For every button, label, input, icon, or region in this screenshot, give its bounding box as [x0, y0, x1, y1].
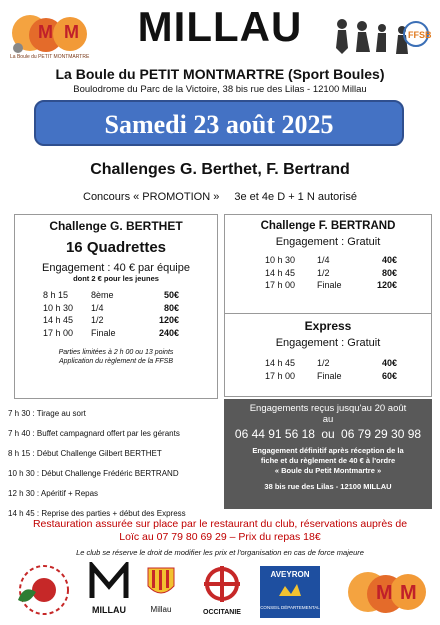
- bertrand-fee: Engagement : Gratuit: [275, 236, 381, 248]
- registration-au: au: [322, 414, 334, 425]
- day-timeline: [8, 404, 218, 524]
- svg-text:M: M: [400, 582, 417, 604]
- list-item: 14 h 45 : Reprise des parties + début des Express: [8, 509, 186, 518]
- bertrand-schedule: [261, 254, 401, 292]
- teams-count: 16 Quadrettes: [65, 239, 167, 256]
- table-row: 17 h 00 Finale 120€: [265, 280, 397, 290]
- club-logo-bottom-right: [338, 562, 434, 618]
- table-row: 10 h 30 1/4 40€: [265, 255, 397, 265]
- table-row: 17 h 00 Finale 240€: [43, 327, 179, 338]
- table-row: 17 h 00 Finale 60€: [265, 370, 397, 381]
- venue-address: Boulodrome du Parc de la Victoire, 38 bis rue des Lilas - 12100 Millau: [73, 84, 367, 95]
- svg-text:M: M: [64, 22, 79, 42]
- table-row: 8 h 15 8ème 50€: [43, 290, 179, 300]
- challenges-heading: Challenges G. Berthet, F. Bertrand: [90, 161, 350, 178]
- registration-phones: 06 44 91 56 18 ou 06 79 29 30 98: [234, 427, 422, 441]
- express-title: Express: [304, 319, 352, 333]
- contest-type: Concours « PROMOTION »: [83, 191, 220, 203]
- express-box: [224, 313, 432, 397]
- table-row: 14 h 45 1/2 80€: [265, 267, 397, 278]
- phone-number-1[interactable]: 06 44 91 56 18: [234, 427, 315, 441]
- phone-number-2[interactable]: 06 79 29 30 98: [341, 427, 422, 441]
- registration-deadline: Engagements reçus jusqu'au 20 août: [249, 403, 407, 414]
- berthet-note-limit: Parties limitées à 2 h 00 ou 13 points: [58, 349, 174, 356]
- contest-rule: 3e et 4e D + 1 N autorisé: [234, 191, 357, 203]
- registration-final-3: « Boule du Petit Montmartre »: [274, 466, 382, 475]
- list-item: 7 h 40 : Buffet campagnard offert par les gérants: [8, 429, 180, 438]
- occitanie-logo: OCCITANIE: [196, 564, 248, 620]
- club-name: La Boule du PETIT MONTMARTRE (Sport Boules): [55, 66, 385, 82]
- aveyron-logo: AVEYRON CONSEIL DÉPARTEMENTAL: [260, 566, 320, 618]
- page-title: MILLAU: [137, 3, 303, 50]
- disclaimer: Le club se réserve le droit de modifier les prix et l'organisation en cas de force majeure: [76, 548, 364, 557]
- list-item: 10 h 30 : Début Challenge Frédéric BERTRAND: [8, 469, 179, 478]
- berthet-fee: Engagement : 40 € par équipe: [41, 262, 190, 274]
- registration-final-2: fiche et du règlement de 40 € à l'ordre: [260, 456, 396, 465]
- berthet-fee-note: dont 2 € pour les jeunes: [73, 274, 159, 283]
- registration-panel: [224, 399, 432, 509]
- list-item: 8 h 15 : Début Challenge Gilbert BERTHET: [8, 449, 162, 458]
- challenge-bertrand-title: Challenge F. BERTRAND: [260, 220, 396, 232]
- challenge-bertrand-box: [224, 214, 432, 314]
- express-fee: Engagement : Gratuit: [275, 337, 381, 349]
- list-item: 7 h 30 : Tirage au sort: [8, 409, 86, 418]
- berthet-schedule: [39, 289, 183, 339]
- list-item: 12 h 30 : Apéritif + Repas: [8, 489, 99, 498]
- table-row: 14 h 45 1/2 120€: [43, 315, 179, 325]
- challenge-berthet-box: [14, 214, 218, 399]
- table-row: 10 h 30 1/4 80€: [43, 302, 179, 313]
- berthet-note-rules: Application du règlement de la FFSB: [58, 358, 173, 365]
- svg-text:FFSB: FFSB: [408, 30, 432, 40]
- registration-address: 38 bis rue des Lilas - 12100 MILLAU: [264, 482, 392, 491]
- registration-final-1: Engagement définitif après réception de la: [252, 446, 404, 455]
- date-banner: Samedi 23 août 2025: [34, 100, 404, 146]
- millau-crest-logo: Millau: [144, 566, 178, 616]
- restaurant-info: Restauration assurée sur place par le restaurant du club, réservations auprès de Loïc au 07 79 80 69 29 – Prix du repas 18€: [32, 518, 408, 543]
- table-row: 14 h 45 1/2 40€: [265, 358, 397, 368]
- challenge-berthet-title: Challenge G. BERTHET: [49, 219, 183, 233]
- cbd-aveyron-logo: [10, 562, 72, 618]
- svg-text:M: M: [38, 22, 53, 42]
- club-logo-text: La Boule du PETIT MONTMARTRE: [10, 54, 90, 60]
- millau-city-logo: MILLAU: [84, 562, 134, 618]
- svg-text:M: M: [376, 582, 393, 604]
- express-schedule: [261, 357, 401, 382]
- contest-line: [0, 191, 440, 203]
